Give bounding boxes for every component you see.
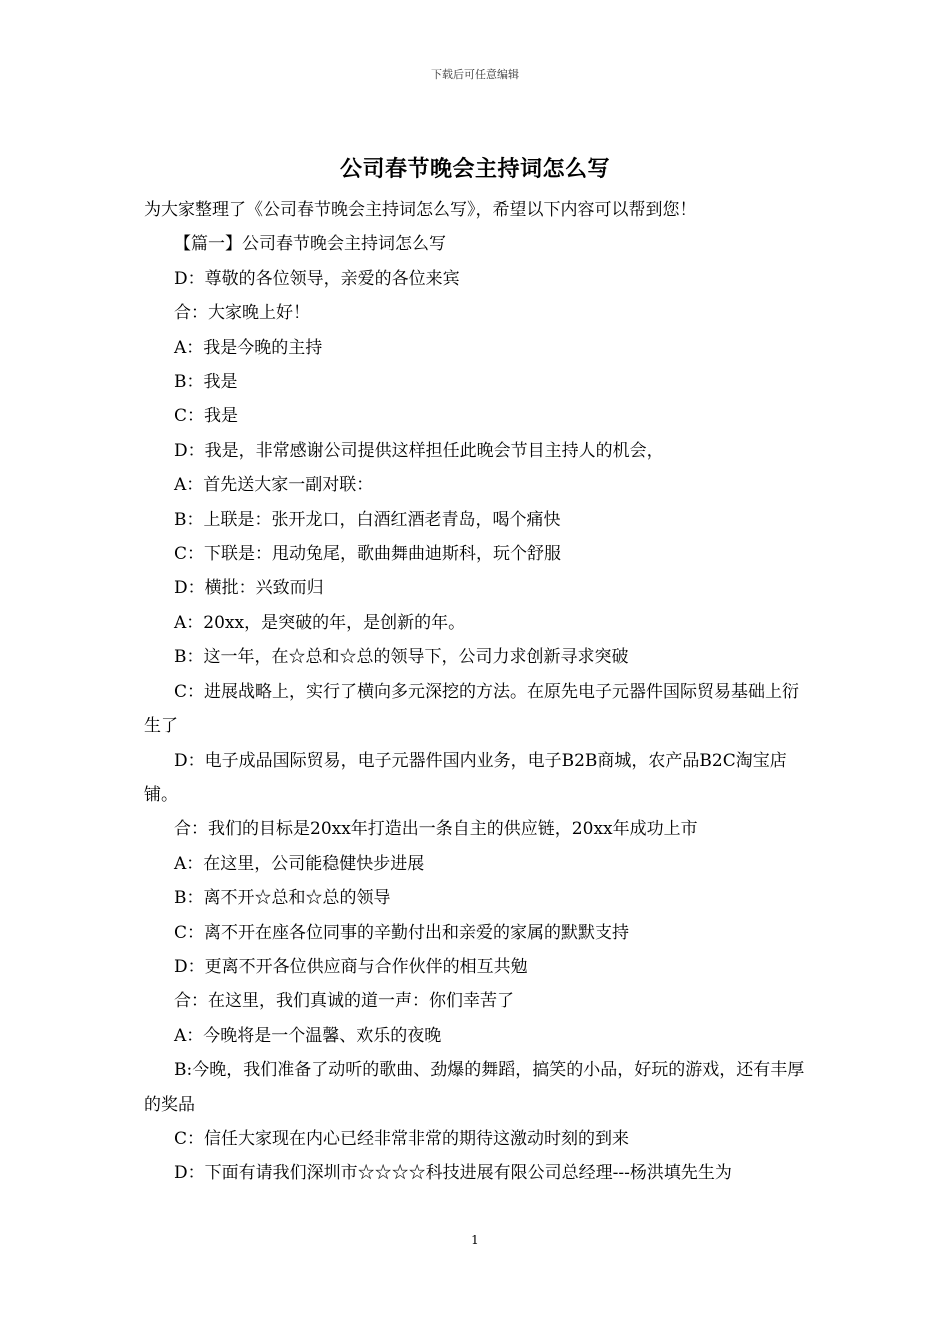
script-line: D：横批：兴致而归 xyxy=(174,578,324,599)
script-line: B：我是 xyxy=(174,372,238,393)
script-line: A：在这里，公司能稳健快步进展 xyxy=(174,853,425,874)
page-number: 1 xyxy=(471,1233,479,1247)
script-line: D：下面有请我们深圳市☆☆☆☆科技进展有限公司总经理---杨洪填先生为 xyxy=(174,1163,732,1184)
script-line: A：20xx，是突破的年，是创新的年。 xyxy=(174,612,466,633)
script-line: 合：我们的目标是20xx年打造出一条自主的供应链，20xx年成功上市 xyxy=(174,819,698,840)
page-header-note: 下载后可任意编辑 xyxy=(431,68,519,81)
script-line: C：离不开在座各位同事的辛勤付出和亲爱的家属的默默支持 xyxy=(174,922,630,943)
script-line: C：进展战略上，实行了横向多元深挖的方法。在原先电子元器件国际贸易基础上衍生了 xyxy=(144,681,800,737)
script-line: 合：在这里，我们真诚的道一声：你们幸苦了 xyxy=(174,991,514,1012)
script-line: D：电子成品国际贸易，电子元器件国内业务，电子B2B商城，农产品B2C淘宝店铺。 xyxy=(144,750,787,805)
script-line: C：信任大家现在内心已经非常非常的期待这激动时刻的到来 xyxy=(174,1128,630,1149)
script-line: A：我是今晚的主持 xyxy=(174,337,323,358)
script-line: B：上联是：张开龙口，白酒红酒老青岛，喝个痛快 xyxy=(174,509,561,530)
document-body xyxy=(144,193,810,1191)
script-line: D：我是，非常感谢公司提供这样担任此晚会节目主持人的机会， xyxy=(174,440,664,461)
script-line: C：我是 xyxy=(174,406,239,427)
intro-paragraph: 为大家整理了《公司春节晚会主持词怎么写》，希望以下内容可以帮到您！ xyxy=(144,200,697,220)
script-line: A：首先送大家一副对联： xyxy=(174,475,374,496)
document-title: 公司春节晚会主持词怎么写 xyxy=(339,156,610,182)
script-line: A：今晚将是一个温馨、欢乐的夜晚 xyxy=(174,1025,442,1046)
script-line: B:今晚，我们准备了动听的歌曲、劲爆的舞蹈，搞笑的小品，好玩的游戏，还有丰厚的奖品 xyxy=(144,1060,805,1115)
script-line: D：尊敬的各位领导，亲爱的各位来宾 xyxy=(174,268,460,289)
section-heading: 【篇一】公司春节晚会主持词怎么写 xyxy=(174,234,446,255)
script-line: C：下联是：甩动兔尾，歌曲舞曲迪斯科，玩个舒服 xyxy=(174,544,562,565)
script-line: B：离不开☆总和☆总的领导 xyxy=(174,888,391,909)
script-line: D：更离不开各位供应商与合作伙伴的相互共勉 xyxy=(174,956,528,977)
script-line: 合：大家晚上好！ xyxy=(174,303,310,324)
script-line: B：这一年，在☆总和☆总的领导下，公司力求创新寻求突破 xyxy=(174,647,629,668)
